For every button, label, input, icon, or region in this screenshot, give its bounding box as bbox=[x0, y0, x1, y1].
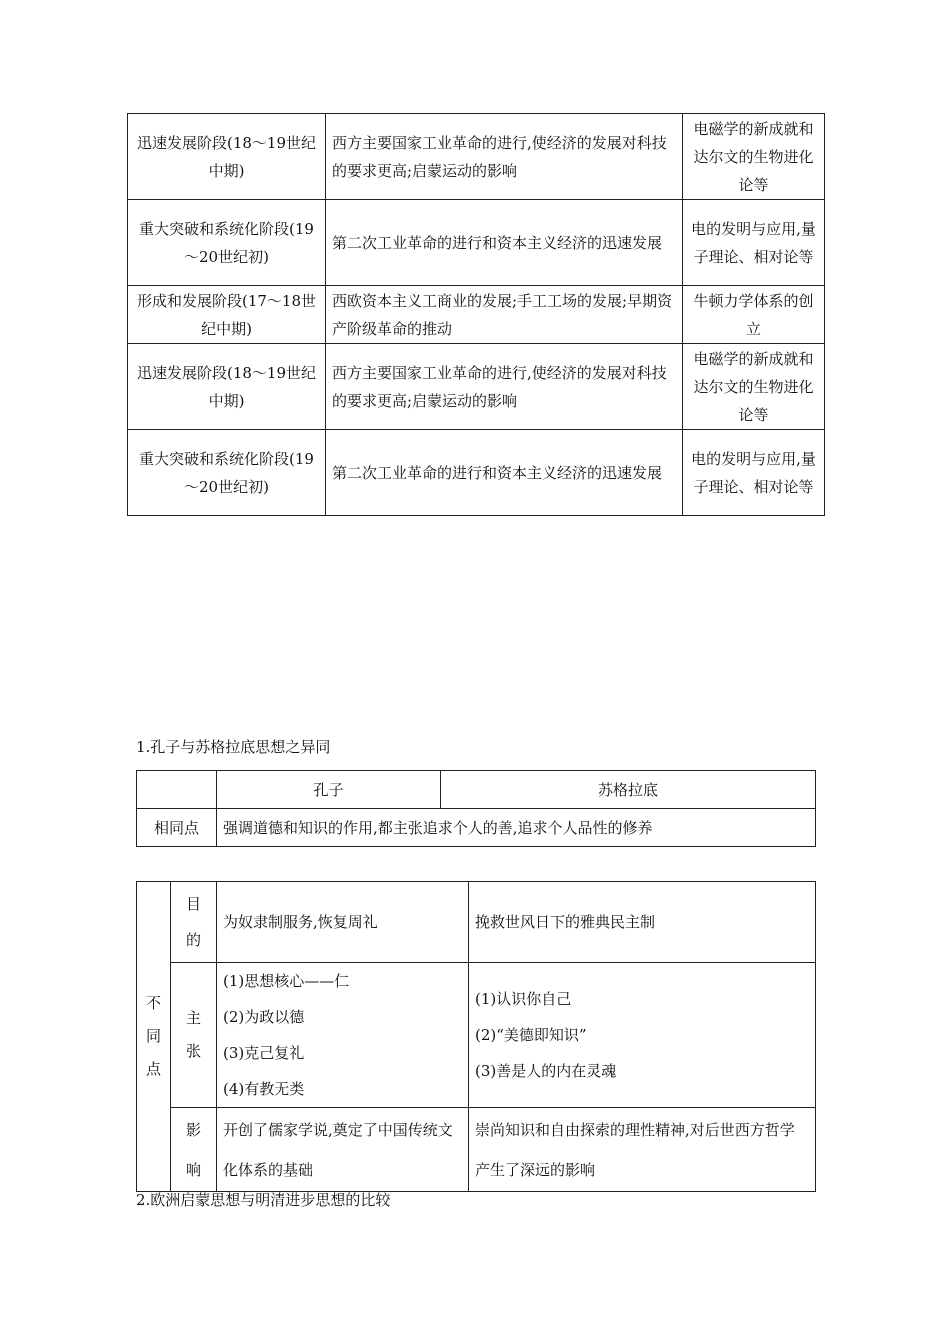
confucius-header: 孔子 bbox=[217, 771, 441, 809]
achievement-cell: 电的发明与应用,量子理论、相对论等 bbox=[683, 430, 825, 516]
section-heading: 1.孔子与苏格拉底思想之异同 bbox=[136, 738, 331, 756]
diff-group-label: 不 同 点 bbox=[137, 882, 171, 1192]
purpose-confucius: 为奴隶制服务,恢复周礼 bbox=[217, 882, 469, 963]
section-heading: 2.欧洲启蒙思想与明清进步思想的比较 bbox=[136, 1191, 391, 1209]
table-row bbox=[137, 771, 816, 809]
cause-cell: 西方主要国家工业革命的进行,使经济的发展对科技的要求更高;启蒙运动的影响 bbox=[326, 114, 683, 200]
stage-cell: 形成和发展阶段(17～18世纪中期) bbox=[128, 286, 326, 344]
same-label: 相同点 bbox=[137, 809, 217, 847]
table-row bbox=[137, 882, 816, 963]
influence-socrates: 崇尚知识和自由探索的理性精神,对后世西方哲学产生了深远的影响 bbox=[469, 1108, 816, 1192]
claims-socrates: (1)认识你自己 (2)“美德即知识” (3)善是人的内在灵魂 bbox=[469, 963, 816, 1108]
cause-cell: 第二次工业革命的进行和资本主义经济的迅速发展 bbox=[326, 200, 683, 286]
cause-cell: 西方主要国家工业革命的进行,使经济的发展对科技的要求更高;启蒙运动的影响 bbox=[326, 344, 683, 430]
achievement-cell: 电的发明与应用,量子理论、相对论等 bbox=[683, 200, 825, 286]
socrates-header: 苏格拉底 bbox=[441, 771, 816, 809]
differences-table bbox=[136, 881, 816, 1192]
cause-cell: 第二次工业革命的进行和资本主义经济的迅速发展 bbox=[326, 430, 683, 516]
influence-confucius: 开创了儒家学说,奠定了中国传统文化体系的基础 bbox=[217, 1108, 469, 1192]
table-row bbox=[128, 200, 825, 286]
table-row bbox=[128, 430, 825, 516]
achievement-cell: 电磁学的新成就和达尔文的生物进化论等 bbox=[683, 114, 825, 200]
comparison-header-table bbox=[136, 770, 816, 847]
claims-label: 主 张 bbox=[171, 963, 217, 1108]
stage-cell: 迅速发展阶段(18～19世纪中期) bbox=[128, 344, 326, 430]
table-row bbox=[137, 963, 816, 1108]
science-stages-table bbox=[127, 113, 825, 516]
table-row bbox=[137, 1108, 816, 1192]
table-row bbox=[128, 344, 825, 430]
same-text: 强调道德和知识的作用,都主张追求个人的善,追求个人品性的修养 bbox=[217, 809, 816, 847]
stage-cell: 迅速发展阶段(18～19世纪中期) bbox=[128, 114, 326, 200]
purpose-socrates: 挽救世风日下的雅典民主制 bbox=[469, 882, 816, 963]
table-row bbox=[137, 809, 816, 847]
achievement-cell: 牛顿力学体系的创立 bbox=[683, 286, 825, 344]
stage-cell: 重大突破和系统化阶段(19～20世纪初) bbox=[128, 430, 326, 516]
stage-cell: 重大突破和系统化阶段(19～20世纪初) bbox=[128, 200, 326, 286]
claims-confucius: (1)思想核心——仁 (2)为政以德 (3)克己复礼 (4)有教无类 bbox=[217, 963, 469, 1108]
table-row bbox=[128, 114, 825, 200]
achievement-cell: 电磁学的新成就和达尔文的生物进化论等 bbox=[683, 344, 825, 430]
table-row bbox=[128, 286, 825, 344]
purpose-label: 目 的 bbox=[171, 882, 217, 963]
empty-cell bbox=[137, 771, 217, 809]
influence-label: 影 响 bbox=[171, 1108, 217, 1192]
cause-cell: 西欧资本主义工商业的发展;手工工场的发展;早期资产阶级革命的推动 bbox=[326, 286, 683, 344]
